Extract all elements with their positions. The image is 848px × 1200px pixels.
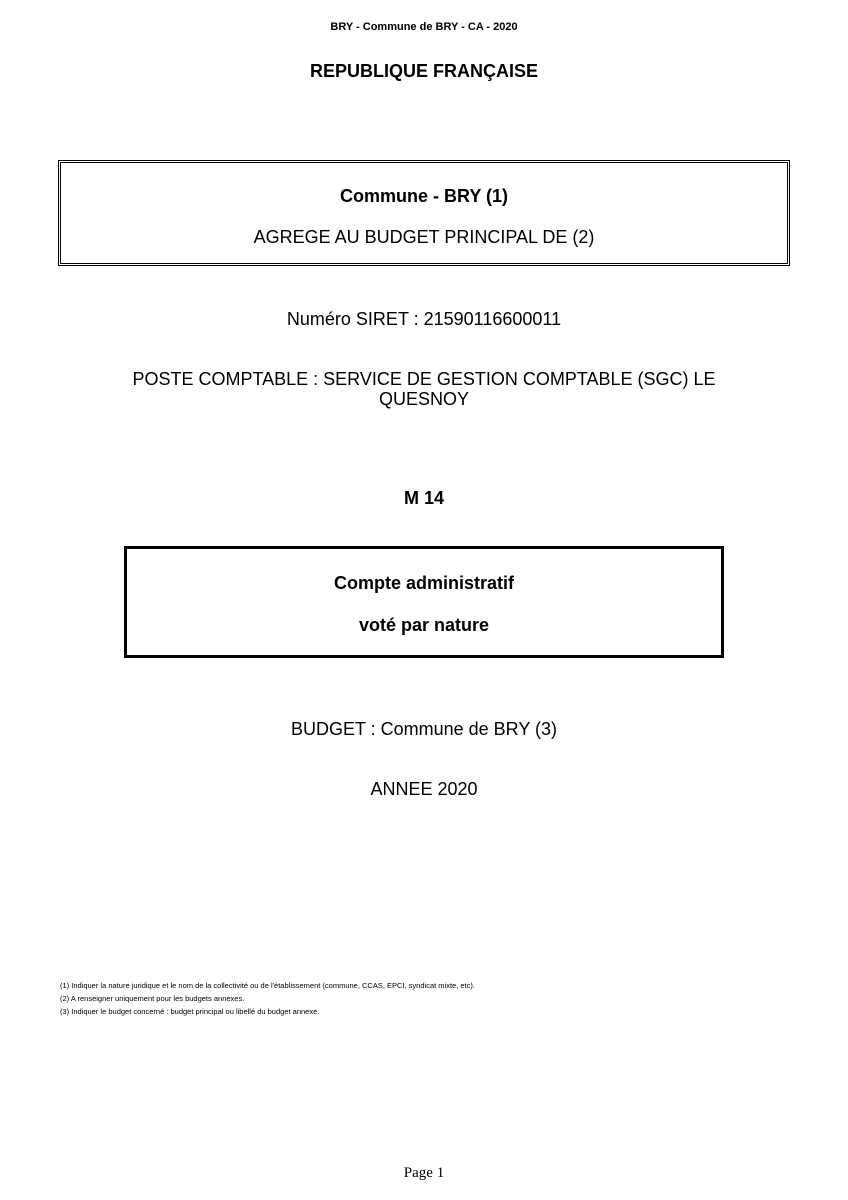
document-type-subtitle: voté par nature	[358, 615, 490, 635]
footnote-2: (2) A renseigner uniquement pour les budgets annexes.	[60, 994, 245, 1003]
commune-title: Commune - BRY (1)	[339, 186, 508, 206]
document-type-frame	[124, 546, 724, 658]
republique-heading: REPUBLIQUE FRANÇAISE	[309, 61, 538, 81]
nomenclature-label: M 14	[403, 488, 445, 508]
document-type-title: Compte administratif	[333, 573, 515, 593]
footnotes	[60, 979, 800, 1018]
agrege-line: AGREGE AU BUDGET PRINCIPAL DE (2)	[253, 227, 595, 247]
poste-comptable-line1: POSTE COMPTABLE : SERVICE DE GESTION COMPTABLE (SGC) LE	[132, 369, 716, 389]
poste-comptable	[60, 369, 788, 409]
page-number: Page 1	[403, 1165, 445, 1181]
poste-comptable-line2: QUESNOY	[378, 389, 470, 409]
commune-frame	[58, 160, 790, 266]
budget-label: BUDGET : Commune de BRY (3)	[290, 719, 558, 739]
footnote-3: (3) Indiquer le budget concerné : budget principal ou libellé du budget annexe.	[60, 1007, 320, 1016]
footnote-1: (1) Indiquer la nature juridique et le nom de la collectivité ou de l'établissement (commune, CCAS, EPCI, syndicat mixte, etc).	[60, 981, 475, 990]
annee-label: ANNEE 2020	[370, 779, 478, 799]
running-header: BRY - Commune de BRY - CA - 2020	[330, 21, 518, 33]
siret-number: Numéro SIRET : 21590116600011	[286, 309, 562, 329]
